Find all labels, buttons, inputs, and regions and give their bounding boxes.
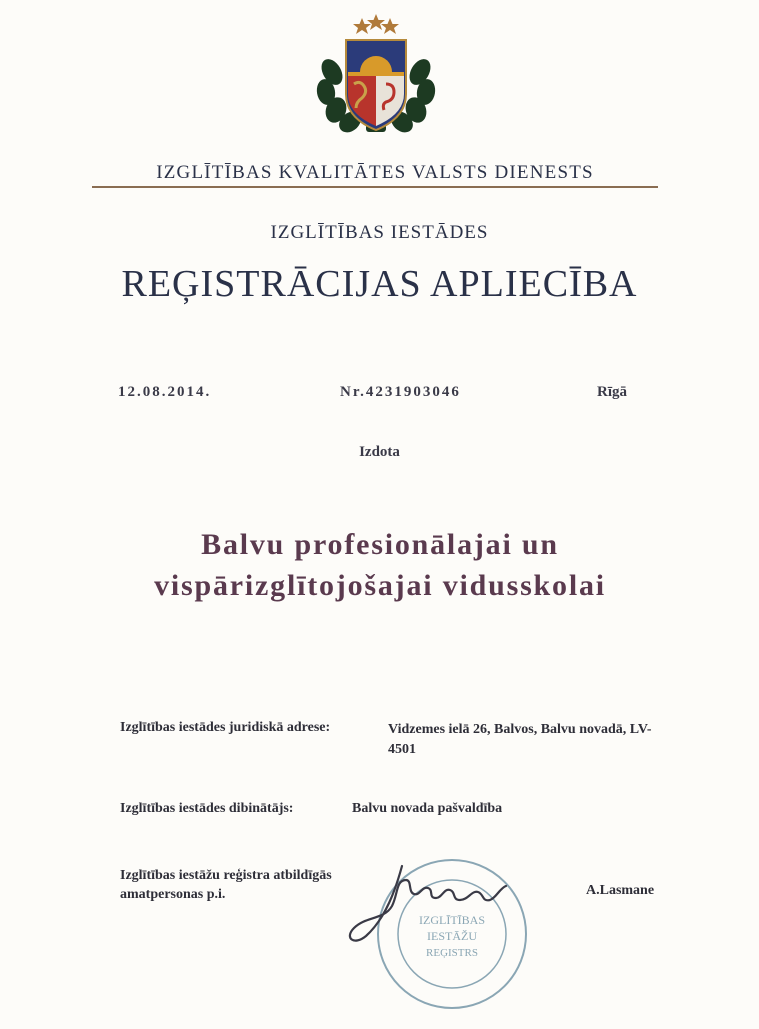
issue-place: Rīgā [597,384,627,400]
organization-name: IZGLĪTĪBAS KVALITĀTES VALSTS DIENESTS [156,162,594,183]
issue-date: 12.08.2014. [118,384,212,400]
signer-name: A.Lasmane [586,883,655,898]
address-label: Izglītības iestādes juridiskā adrese: [120,720,331,735]
header-divider [92,186,658,188]
coat-of-arms-icon [314,14,438,138]
seal-text-line3: REĢISTRS [426,947,478,959]
registry-official-label: Izglītības iestāžu reģistra atbildīgās amatpersonas p.i. [120,868,332,902]
document-subtitle: IZGLĪTĪBAS IESTĀDES [270,222,489,243]
founder-value: Balvu novada pašvaldība [352,801,503,816]
certificate-number: Nr.4231903046 [340,384,461,400]
signature-icon [336,858,516,948]
seal-text-line1: IZGLĪTĪBAS [419,913,485,927]
document-title: REĢISTRĀCIJAS APLIECĪBA [121,263,638,305]
address-value: Vidzemes ielā 26, Balvos, Balvu novadā, LV-4501 [388,722,652,757]
school-name: Balvu profesionālajai un vispārizglītojošajai vidusskolai [154,528,606,602]
seal-text-line2: IESTĀŽU [427,929,477,943]
founder-label: Izglītības iestādes dibinātājs: [120,801,294,816]
issued-label: Izdota [359,444,400,460]
